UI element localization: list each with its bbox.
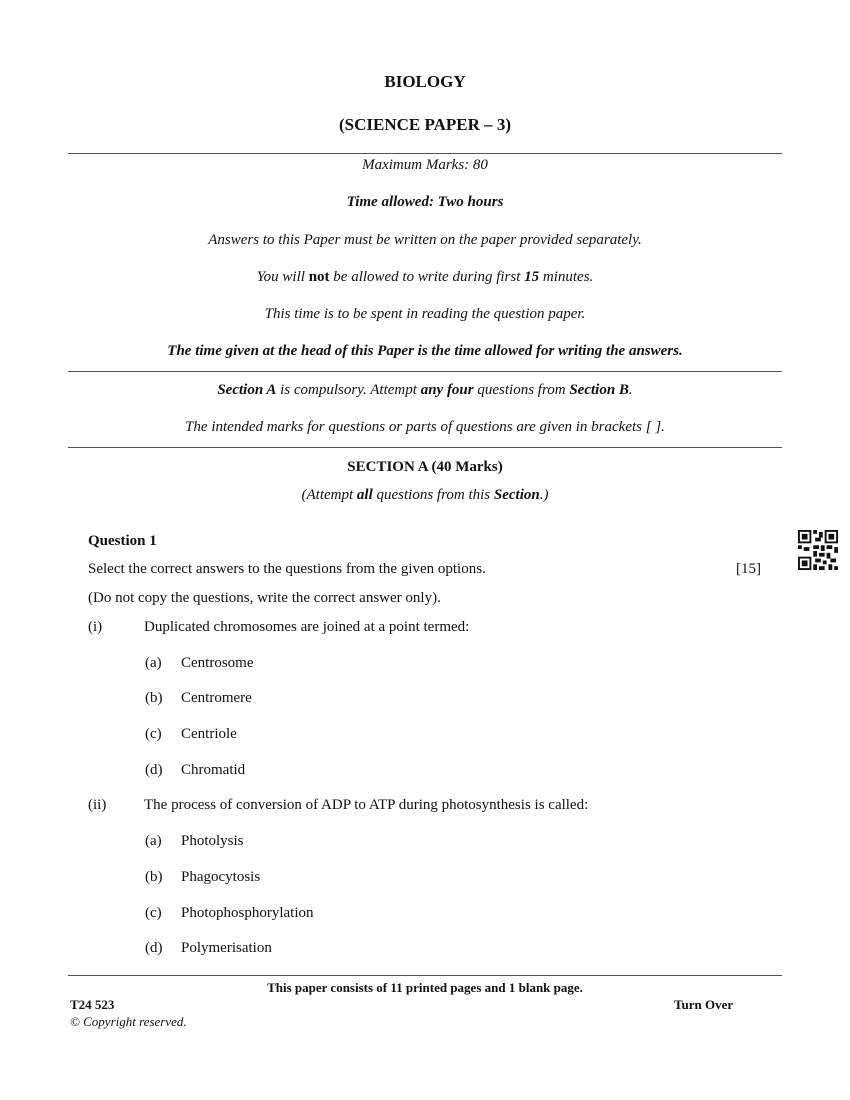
attempt-text-a: (Attempt [301,487,357,503]
paper-title: (SCIENCE PAPER – 3) [338,115,512,134]
part-i-option-a-letter: (a) [145,655,162,671]
reading-text-b: be allowed to write during first [329,269,525,285]
part-i-option-b-letter: (b) [145,690,163,706]
part-i-option-d-letter: (d) [145,762,163,778]
reading-instruction [0,269,850,286]
attempt-section: Section [493,487,540,503]
part-ii-option-b-letter: (b) [145,869,163,885]
question-1-note: (Do not copy the questions, write the correct answer only). [88,590,441,606]
pages-note: This paper consists of 11 printed pages and 1 blank page. [267,980,583,995]
max-marks: Maximum Marks: 80 [362,157,488,173]
reading-time-note: This time is to be spent in reading the question paper. [264,306,586,322]
section-a-text: is compulsory. Attempt [276,382,421,398]
part-i-number: (i) [88,619,103,635]
section-end: . [628,382,633,398]
question-1-label: Question 1 [88,533,157,549]
paper-code: T24 523 [70,997,115,1012]
divider-middle [68,371,782,372]
section-a-label: Section A [217,382,277,398]
question-1-prompt: Select the correct answers to the questions from the given options. [88,561,486,577]
copyright: © Copyright reserved. [70,1014,187,1029]
attempt-all: all [356,487,373,503]
part-ii-option-a-letter: (a) [145,833,162,849]
reading-not: not [308,269,330,285]
reading-text-c: minutes. [539,269,594,285]
question-1-marks: [15] [736,561,761,577]
part-i-option-a: Centrosome [181,655,254,671]
section-a-heading: SECTION A (40 Marks) [347,459,503,475]
attempt-text-c: .) [539,487,549,503]
part-i-option-c: Centriole [181,726,237,742]
time-allowed: Time allowed: Two hours [346,194,504,210]
part-ii-number: (ii) [88,797,107,813]
part-ii-option-d-letter: (d) [145,940,163,956]
part-ii-option-d: Polymerisation [181,940,272,956]
reading-minutes: 15 [524,269,540,285]
part-ii-option-c-letter: (c) [145,905,162,921]
marks-note: The intended marks for questions or parts of questions are given in brackets [ ]. [185,419,665,435]
turn-over: Turn Over [674,997,734,1012]
time-head-note: The time given at the head of this Paper is the time allowed for writing the answers. [167,343,683,359]
qr-code-icon [798,530,838,570]
any-four: any four [420,382,474,398]
section-b-label: Section B [569,382,629,398]
divider-footer [68,975,782,976]
part-i-option-d: Chromatid [181,762,246,778]
part-i-text: Duplicated chromosomes are joined at a point termed: [144,619,470,635]
answers-instruction: Answers to this Paper must be written on the paper provided separately. [208,232,642,248]
part-i-option-b: Centromere [181,690,252,706]
divider-top [68,153,782,154]
part-ii-text: The process of conversion of ADP to ATP during photosynthesis is called: [144,797,589,813]
part-ii-option-a: Photolysis [181,833,244,849]
attempt-text-b: questions from this [372,487,494,503]
reading-text-a: You will [256,269,309,285]
section-instruction [0,382,850,399]
divider-section [68,447,782,448]
section-a-attempt [0,487,850,504]
part-ii-option-c: Photophosphorylation [181,905,314,921]
part-ii-option-b: Phagocytosis [181,869,261,885]
subject-title: BIOLOGY [384,72,466,91]
part-i-option-c-letter: (c) [145,726,162,742]
section-b-text: questions from [473,382,570,398]
